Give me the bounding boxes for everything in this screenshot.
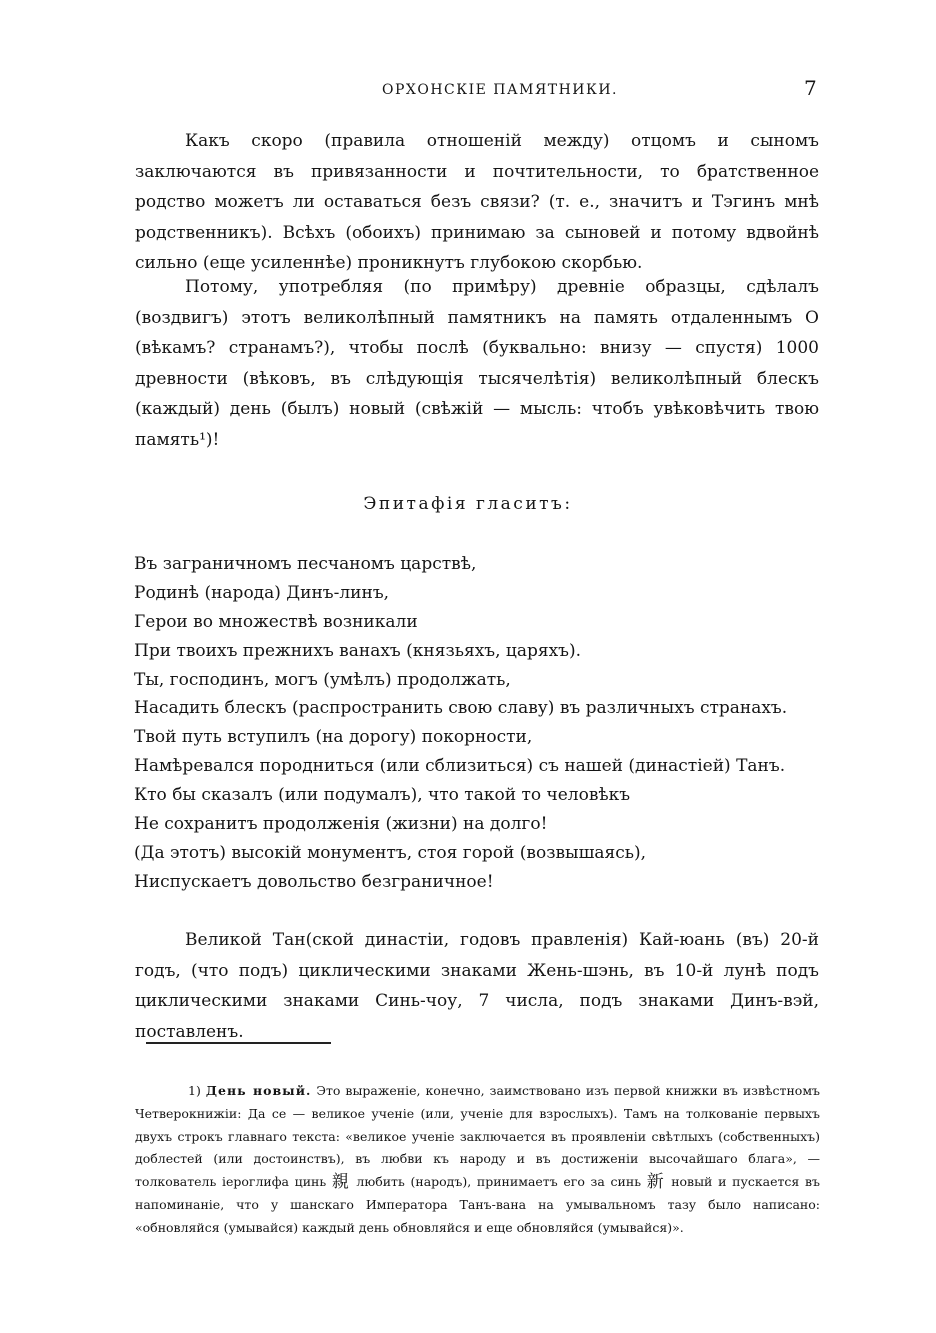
running-header	[0, 76, 936, 104]
paragraph-2: Потому, употребляя (по примѣру) древніе образцы, сдѣлалъ (воздвигъ) этотъ великолѣпный памятникъ на память отдаленнымъ О (вѣкамъ? странамъ?), чтобы послѣ (буквально: внизу — спустя) 1000 древности (вѣковъ, въ слѣдующія тысячелѣтія) великолѣпный блескъ (каждый) день (былъ) новый (свѣжій — мысль: чтобъ увѣковѣчить твою память¹)!	[135, 277, 819, 450]
footnote-text-1: Это выраженіе, конечно, заимствовано изъ первой книжки въ извѣстномъ Четверокнижіи: Да се — великое ученіе (или, ученіе для взрослыхъ). Тамъ на толкованіе первыхъ двухъ строкъ главнаго текста: «великое ученіе заключается въ проявленіи свѣтлыхъ (собственныхъ) доблестей (или достоинствъ), въ любви къ народу и въ достиженіи высочайшаго блага», — толкователь іероглифа цинь	[135, 1083, 820, 1190]
footnote-text-2: любить (народъ), принимаетъ его за синь	[356, 1174, 642, 1190]
footnote	[135, 1080, 820, 1240]
epitaph-poem	[134, 550, 787, 897]
paragraph-1: Какъ скоро (правила отношеній между) отцомъ и сыномъ заключаются въ привязанности и почтительности, то братственное родство можетъ ли оставаться безъ связи? (т. е., значитъ и Тэгинъ мнѣ родственникъ). Всѣхъ (обоихъ) принимаю за сыновей и потому вдвойнѣ сильно (еще усиленнѣе) проникнутъ глубокою скорбью.	[135, 131, 819, 273]
poem-line: Кто бы сказалъ (или подумалъ), что такой то человѣкъ	[134, 785, 631, 806]
footnote-divider	[146, 1042, 331, 1044]
poem-line: Насадить блескъ (распространить свою славу) въ различныхъ странахъ.	[134, 698, 788, 719]
running-title: ОРХОНСКІЕ ПАМЯТНИКИ.	[382, 82, 619, 98]
poem-line: Не сохранитъ продолженія (жизни) на долго!	[134, 814, 548, 835]
poem-line: Въ заграничномъ песчаномъ царствѣ,	[134, 554, 477, 574]
poem-line: Герои во множествѣ возникали	[134, 611, 418, 632]
hieroglyph-xin: 新	[646, 1172, 666, 1193]
page-number: 7	[804, 76, 817, 100]
poem-line: Ты, господинъ, могъ (умѣлъ) продолжать,	[134, 669, 511, 690]
poem-line: Родинѣ (народа) Динъ-линъ,	[134, 582, 390, 603]
epitaph-heading: Эпитафія гласитъ:	[363, 494, 573, 514]
footnote-lead: День новый.	[205, 1083, 312, 1098]
footnote-marker: 1)	[188, 1083, 201, 1098]
hieroglyph-qin: 親	[331, 1172, 351, 1193]
poem-line: (Да этотъ) высокій монументъ, стоя горой (возвышаясь),	[134, 842, 647, 863]
footnote-text-3: новый и пускается въ напоминаніе, что у шанскаго Императора Танъ-вана на умывальномъ тазу было написано: «обновляйся (умывайся) каждый день обновляйся и еще обновляйся (умывайся)».	[135, 1174, 820, 1235]
poem-line: Твой путь вступилъ (на дорогу) покорности,	[134, 727, 533, 748]
closing-paragraph: Великой Тан(ской династіи, годовъ правленія) Кай-юань (въ) 20-й годъ, (что подъ) циклическими знаками Жень-шэнь, въ 10-й лунѣ подъ циклическими знаками Синь-чоу, 7 числа, подъ знаками Динъ-вэй, поставленъ.	[135, 930, 819, 1042]
poem-line: При твоихъ прежнихъ ванахъ (князьяхъ, царяхъ).	[134, 640, 582, 661]
poem-line: Ниспускаетъ довольство безграничное!	[134, 871, 494, 892]
poem-line: Намѣревался породниться (или сблизиться) съ нашей (династіей) Танъ.	[134, 756, 786, 777]
